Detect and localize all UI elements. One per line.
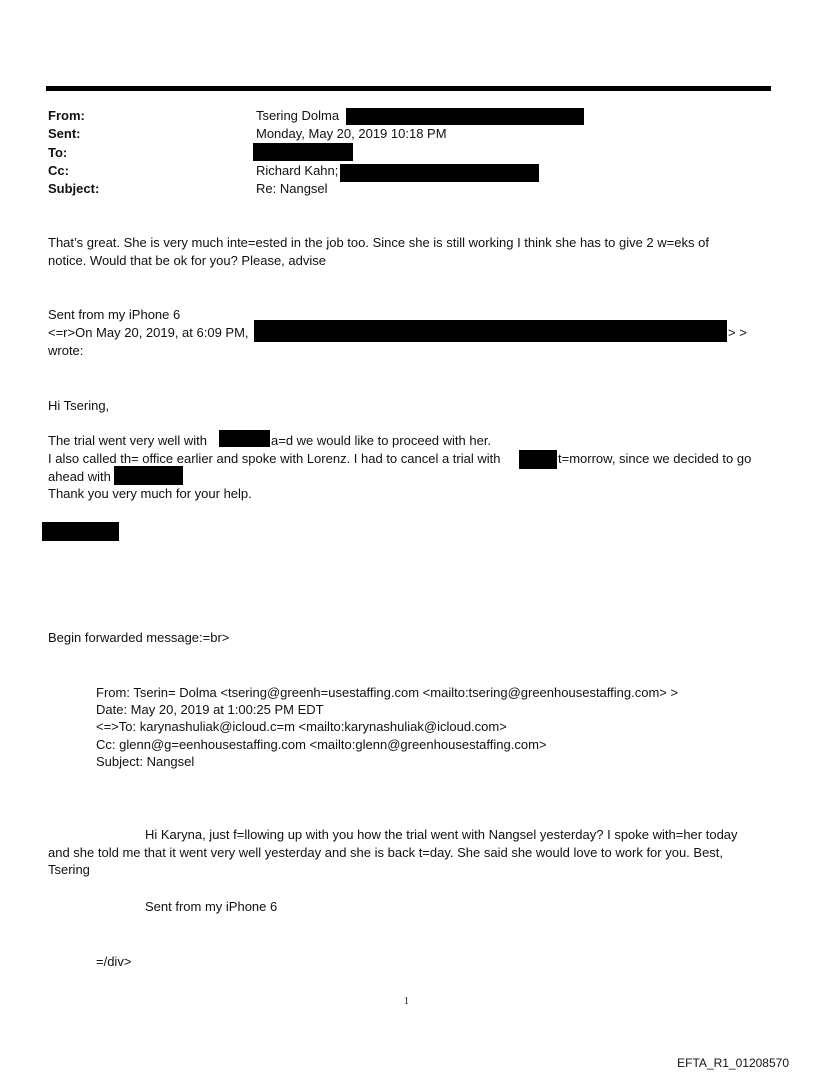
forwarded-sent-from: Sent from my iPhone 6 [145,899,278,914]
to-label: To: [48,145,68,160]
message-line-2a: I also called th= office earlier and spoke with Lorenz. I had to cancel a trial with [48,451,501,466]
sent-label: Sent: [48,126,81,141]
forwarded-to: <=>To: karynashuliak@icloud.c=m <mailto:karynashuliak@icloud.com> [96,719,507,734]
forwarded-subject: Subject: Nangsel [96,754,195,769]
reply-line-2: notice. Would that be ok for you? Please, advise [48,253,326,268]
message-line-1b: a=d we would like to proceed with her. [271,433,492,448]
redaction-name-2 [519,450,557,469]
document-id: EFTA_R1_01208570 [677,1056,789,1070]
redaction-cc [340,164,539,182]
cc-label: Cc: [48,163,69,178]
subject-label: Subject: [48,181,100,196]
quote-header-wrote: wrote: [48,343,84,358]
header-divider [46,86,771,91]
forwarded-intro: Begin forwarded message:=br> [48,630,230,645]
redaction-to [253,143,353,161]
message-greeting: Hi Tsering, [48,398,110,413]
redaction-quote-sender [254,320,727,342]
quote-header-prefix: <=r>On May 20, 2019, at 6:09 PM, [48,325,249,340]
forwarded-cc: Cc: glenn@g=eenhousestaffing.com <mailto:glenn@greenhousestaffing.com> [96,737,547,752]
forwarded-date: Date: May 20, 2019 at 1:00:25 PM EDT [96,702,324,717]
redaction-name-1 [219,430,270,447]
redaction-from-email [346,108,584,125]
forwarded-closing: =/div> [96,954,132,969]
redaction-name-3 [114,466,183,485]
quote-header-suffix: > > [728,325,747,340]
message-line-2b: t=morrow, since we decided to go [558,451,752,466]
from-value: Tsering Dolma [256,108,340,123]
message-line-1a: The trial went very well with [48,433,207,448]
cc-value: Richard Kahn; [256,163,339,178]
forwarded-body-line-1: Hi Karyna, just f=llowing up with you how the trial went with Nangsel yesterday? I spoke with=her today [145,827,738,842]
message-line-3: ahead with [48,469,111,484]
redaction-signature [42,522,119,541]
reply-line-1: That’s great. She is very much inte=ested in the job too. Since she is still working I think she has to give 2 w=eks of [48,235,709,250]
message-line-4: Thank you very much for your help. [48,486,252,501]
subject-value: Re: Nangsel [256,181,328,196]
forwarded-from: From: Tserin= Dolma <tsering@greenh=usestaffing.com <mailto:tsering@greenhousestaffing.com> > [96,685,679,700]
forwarded-body-line-3: Tsering [48,862,90,877]
forwarded-body-line-2: and she told me that it went very well yesterday and she is back t=day. She said she would love to work for you. Best, [48,845,724,860]
sent-value: Monday, May 20, 2019 10:18 PM [256,126,447,141]
page-number: 1 [404,996,409,1007]
from-label: From: [48,108,85,123]
sent-from-signature: Sent from my iPhone 6 [48,307,181,322]
